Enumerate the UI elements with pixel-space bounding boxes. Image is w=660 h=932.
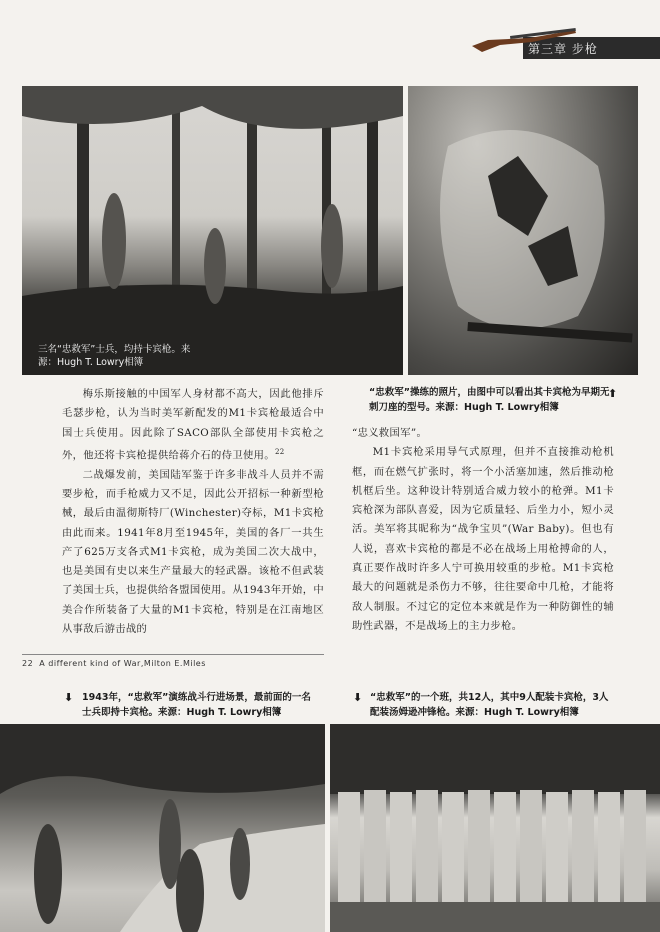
photo-caption-bottom-right: “忠救军”的一个班，共12人，其中9人配装卡宾枪，3人配装汤姆逊冲锋枪。来源：Hugh T. Lowry相簿 [370,692,609,718]
paragraph-continuation: “忠义救国军”。 [352,427,428,439]
left-text-column [62,385,324,639]
footnote-number: 22 [22,659,34,668]
footnote [22,659,206,668]
camouflaged-soldier-photo [408,86,638,375]
arrow-up-icon: ⬆ [608,387,618,400]
arrow-down-icon: ⬇ [64,691,74,704]
paragraph-m1-mechanism: M1卡宾枪采用导气式原理，但并不直接推动枪机框，而在燃气扩张时，将一个小活塞加速，然后推动枪机框后坐。这种设计特别适合威力较小的枪弹。M1卡宾枪深为部队喜爱，因为它质量轻、后坐力小，短小灵活。美军将其昵称为“战争宝贝”(War Baby)。但也有人说，喜欢卡宾枪的都是不必在战场上用枪搏命的人，真正要作战时许多人宁可换用较重的步枪。M1卡宾枪最大的问题就是杀伤力不够，往往要命中几枪，才能将敌人制服。不过它的定位本来就是作为一种防御性的辅助性武器，不是战场上的主力步枪。 [352,446,614,632]
footnote-ref: 22 [274,447,285,456]
paragraph-miles-preference: 梅乐斯接触的中国军人身材都不高大，因此他排斥毛瑟步枪，认为当时美军新配发的M1卡宾枪最适合中国士兵使用。因此除了SACO部队全部使用卡宾枪之外，他还将卡宾枪提供给蒋介石的侍卫使用。$^{22}$ [62,388,324,462]
photo-caption-bottom-left: 1943年，“忠救军”演练战斗行进场景，最前面的一名士兵即持卡宾枪。来源：Hugh T. Lowry相簿 [82,692,311,718]
arrow-down-icon: ⬇ [353,691,363,704]
footnote-text: A different kind of War,Milton E.Miles [39,659,206,668]
squad-lineup-photo [330,724,660,932]
photo-caption-top-left: 三名“忠救军”士兵，均持卡宾枪。来源：Hugh T. Lowry相簿 [38,344,191,368]
photo-caption-top-right: “忠救军”操练的照片，由图中可以看出其卡宾枪为早期无刺刀座的型号。来源：Hugh T. Lowry相簿 [369,387,610,413]
paragraph-m1-history: 二战爆发前，美国陆军鉴于许多非战斗人员并不需要步枪，而手枪威力又不足，因此公开招标一种新型枪械，最后由温彻斯特厂(Winchester)夺标，M1卡宾枪由此而来。1941年8月至1945年，美国的各厂一共生产了625万支各式M1卡宾枪，成为美国二次大战中，也是美国有史以来生产量最大的轻武器。该枪不但武装了美国士兵，也提供给各盟国使用。从1943年开始，中美合作所装备了大量的M1卡宾枪，特别是在江南地区从事敌后游击战的 [62,468,324,635]
chapter-title: 第三章 步枪 [528,42,598,56]
combat-march-photo [0,724,325,932]
footnote-divider [22,654,324,655]
soldiers-running-photo [22,86,403,375]
right-text-column [352,424,614,636]
